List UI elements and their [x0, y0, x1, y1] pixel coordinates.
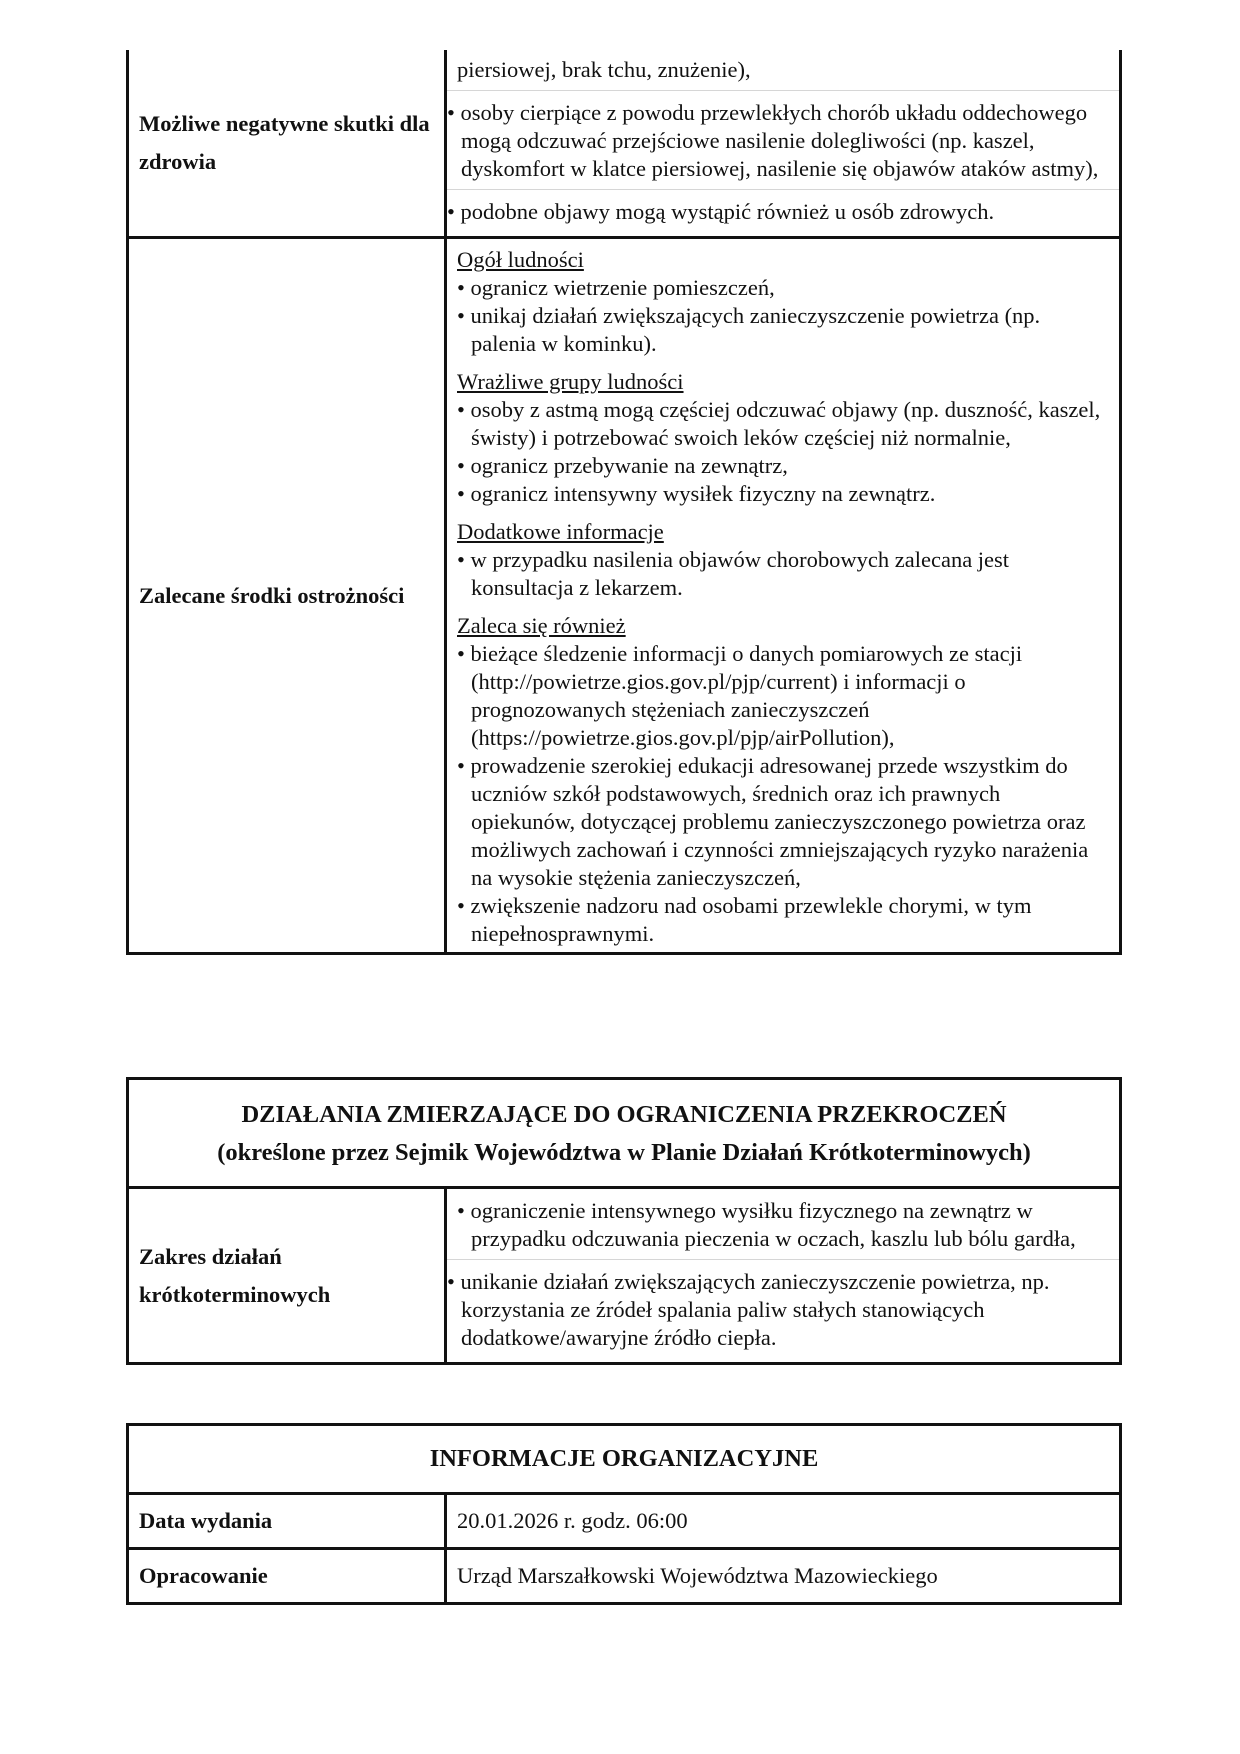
health-effects-label: Możliwe negatywne skutki dla zdrowia — [129, 50, 447, 236]
list-item: • zwiększenie nadzoru nad osobami przewlekle chorymi, w tym niepełnosprawnymi. — [457, 893, 1032, 946]
health-effects-line: • podobne objawy mogą wystąpić również u osób zdrowych. — [447, 189, 1119, 232]
list-item: • w przypadku nasilenia objawów chorobowych zalecana jest konsultacja z lekarzem. — [457, 547, 1010, 600]
issue-date-value: 20.01.2026 r. godz. 06:00 — [457, 1508, 688, 1533]
health-table — [126, 50, 1122, 955]
section-title — [129, 1080, 1119, 1186]
precautions-row — [129, 236, 1119, 952]
actions-row — [129, 1186, 1119, 1362]
section-title-row — [129, 1080, 1119, 1186]
precautions-label: Zalecane środki ostrożności — [129, 239, 447, 952]
section-subtitle-line: (określone przez Sejmik Województwa w Planie Działań Krótkoterminowych) — [217, 1139, 1031, 1166]
prepared-by-label: Opracowanie — [129, 1550, 447, 1602]
list-item: • ogranicz przebywanie na zewnątrz, — [457, 453, 788, 478]
precautions-value — [447, 239, 1119, 952]
section-title: INFORMACJE ORGANIZACYJNE — [429, 1445, 819, 1472]
list-item: • ogranicz wietrzenie pomieszczeń, — [457, 275, 775, 300]
list-item: • ogranicz intensywny wysiłek fizyczny na zewnątrz. — [457, 481, 936, 506]
precautions-group — [457, 239, 1109, 358]
precautions-group — [457, 508, 1109, 602]
actions-label: Zakres działań krótkoterminowych — [129, 1189, 447, 1362]
list-item: • unikaj działań zwiększających zanieczyszczenie powietrza (np. palenia w kominku). — [457, 303, 1041, 356]
group-heading: Ogół ludności — [457, 247, 584, 272]
prepared-by-value: Urząd Marszałkowski Województwa Mazowieckiego — [457, 1563, 938, 1588]
section-title-row — [129, 1426, 1119, 1492]
issue-date-label: Data wydania — [129, 1495, 447, 1547]
health-effects-line: piersiowej, brak tchu, znużenie), — [457, 57, 751, 82]
organizational-info-table — [126, 1423, 1122, 1605]
list-item: • unikanie działań zwiększających zanieczyszczenie powietrza, np. korzystania ze źródeł spalania paliw stałych stanowiących dodatkowe/awaryjne źródło ciepła. — [447, 1259, 1119, 1358]
list-item: • prowadzenie szerokiej edukacji adresowanej przede wszystkim do uczniów szkół podstawowych, średnich oraz ich prawnych opiekunów, dotyczącej problemu zanieczyszczonego powietrza oraz możliwych zachowań i czynności zmniejszających ryzyko narażenia na wysokie stężenia zanieczyszczeń, — [457, 753, 1089, 890]
section-title-line: DZIAŁANIA ZMIERZAJĄCE DO OGRANICZENIA PRZEKROCZEŃ — [241, 1101, 1007, 1128]
precautions-group — [457, 358, 1109, 508]
info-row — [129, 1547, 1119, 1602]
group-heading: Dodatkowe informacje — [457, 519, 664, 544]
health-effects-value — [447, 50, 1119, 236]
group-heading: Wrażliwe grupy ludności — [457, 369, 684, 394]
short-term-actions-table — [126, 1077, 1122, 1365]
list-item: • bieżące śledzenie informacji o danych pomiarowych ze stacji (http://powietrze.gios.gov.pl/pjp/current) i informacji o prognozowanych stężeniach zanieczyszczeń (https://powietrze.gios.gov.pl/pjp/airPollution), — [457, 641, 1023, 750]
precautions-group — [457, 602, 1109, 948]
list-item: • ograniczenie intensywnego wysiłku fizycznego na zewnątrz w przypadku odczuwania pieczenia w oczach, kaszlu lub bólu gardła, — [457, 1198, 1076, 1251]
group-heading: Zaleca się również — [457, 613, 626, 638]
list-item: • osoby z astmą mogą częściej odczuwać objawy (np. duszność, kaszel, świsty) i potrzebować swoich leków częściej niż normalnie, — [457, 397, 1101, 450]
info-row — [129, 1492, 1119, 1547]
health-effects-row — [129, 50, 1119, 236]
health-effects-line: • osoby cierpiące z powodu przewlekłych chorób układu oddechowego mogą odczuwać przejściowe nasilenie dolegliwości (np. kaszel, dyskomfort w klatce piersiowej, nasilenie się objawów ataków astmy), — [447, 90, 1119, 189]
actions-value — [447, 1189, 1119, 1362]
